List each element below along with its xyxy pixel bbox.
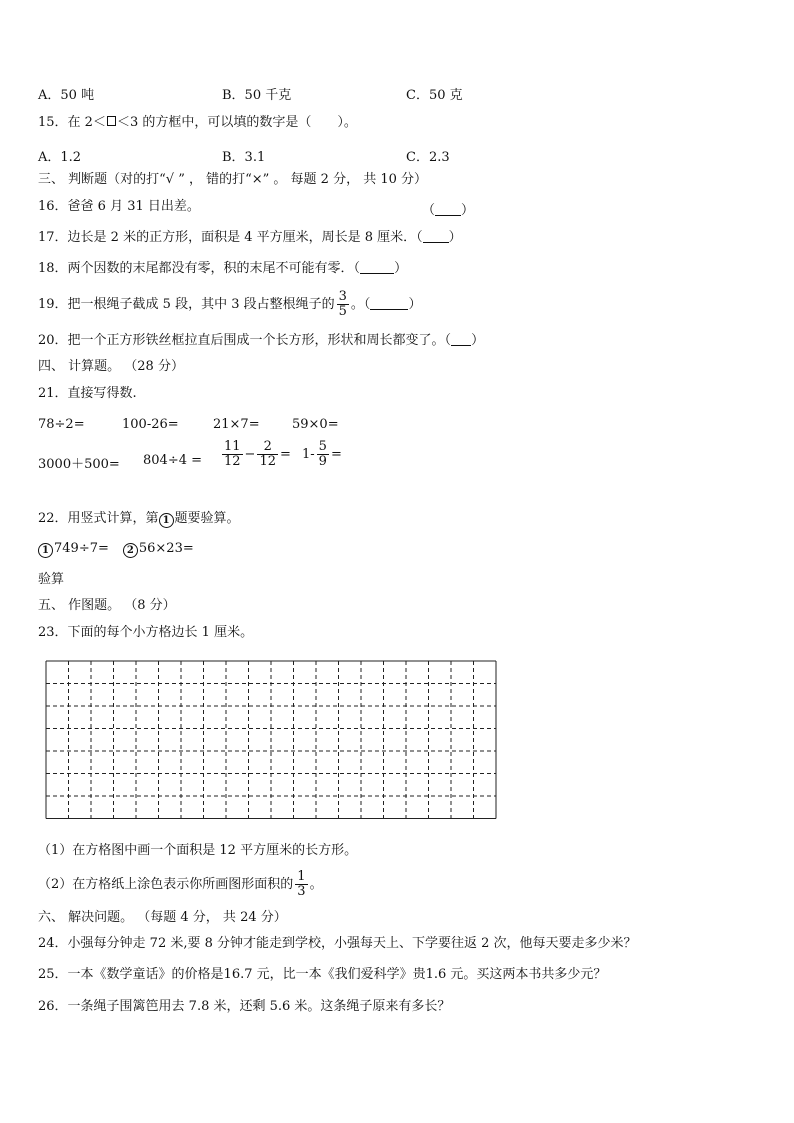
q20-answer-blank[interactable]	[445, 333, 485, 348]
q15-text-pre: 在 2＜	[67, 115, 106, 130]
fraction	[295, 870, 307, 899]
section-3-heading: 三、 判断题（对的打“√ ” ， 错的打“×” 。 每题 2 分， 共 10 分）	[38, 172, 428, 187]
q17-answer-blank[interactable]	[416, 230, 462, 245]
section-4-heading: 四、 计算题。 （28 分）	[38, 359, 184, 374]
q21-item-3: 21×7=	[213, 417, 260, 432]
square-box-icon	[107, 116, 116, 126]
q23-sub1: （1）在方格图中画一个面积是 12 平方厘米的长方形。	[38, 843, 358, 858]
equals-sign: =	[280, 447, 291, 462]
q18-question	[38, 261, 407, 277]
q15-option-a: A．1.2	[38, 150, 82, 165]
q23-sub2-text: （2）在方格纸上涂色表示你所画图形面积的	[38, 877, 294, 892]
q23-sub2	[38, 868, 323, 902]
fraction-numerator: 1	[297, 869, 306, 884]
section-5-heading: 五、 作图题。 （8 分）	[38, 598, 176, 613]
fraction-denominator: 9	[318, 454, 327, 469]
q20-question	[38, 333, 484, 349]
q25-question: 25．一本《数学童话》的价格是16.7 元，比一本《我们爱科学》贵1.6 元。买这两本书共多少元？	[38, 967, 607, 982]
q21-item-6: 804÷4 =	[143, 453, 203, 468]
q21-item-1: 78÷2=	[38, 417, 85, 432]
q15-option-c: C．2.3	[406, 150, 450, 165]
fraction-denominator: 12	[259, 454, 276, 469]
q18-text: 18．两个因数的末尾都没有零，积的末尾不可能有零．	[38, 261, 354, 276]
q17-text: 17．边长是 2 米的正方形，面积是 4 平方厘米，周长是 8 厘米．	[38, 230, 417, 245]
q22-title	[38, 511, 240, 528]
paren-left: （	[416, 230, 423, 245]
q16-text: 16．爸爸 6 月 31 日出差。	[38, 199, 200, 214]
paren-right: ）	[448, 230, 462, 245]
q23-title: 23．下面的每个小方格边长 1 厘米。	[38, 625, 254, 640]
fraction	[317, 440, 329, 469]
q22-text-pre: 22．用竖式计算，第	[38, 511, 159, 526]
square-grid[interactable]	[45, 660, 497, 820]
q19-text: 19．把一根绳子截成 5 段，其中 3 段占整根绳子的	[38, 297, 335, 312]
circled-number-1: 1	[159, 513, 174, 528]
q19-fraction	[337, 290, 349, 319]
q22-item-2: 56×23=	[138, 541, 194, 556]
paren-left: （	[444, 333, 452, 348]
section-6-heading: 六、 解决问题。 （每题 4 分， 共 24 分）	[38, 910, 287, 925]
q15-question	[38, 115, 357, 131]
q22-item-1: 749÷7=	[54, 541, 109, 556]
minus-sign: −	[244, 447, 256, 462]
q26-question: 26．一条绳子围篱笆用去 7.8 米，还剩 5.6 米。这条绳子原来有多长？	[38, 999, 451, 1014]
blank-line	[423, 230, 449, 243]
fraction	[222, 440, 243, 469]
q18-answer-blank[interactable]	[354, 261, 408, 276]
q19-text-post: 。	[350, 297, 364, 312]
q19-answer-blank[interactable]	[364, 297, 422, 312]
q14-option-a: A．50 吨	[38, 88, 95, 103]
q19-question	[38, 288, 421, 322]
q16-answer-blank[interactable]	[422, 199, 474, 218]
q22-items	[38, 541, 194, 558]
fraction-numerator: 11	[224, 439, 241, 454]
q14-option-b: B．50 千克	[222, 88, 292, 103]
fraction-denominator: 3	[297, 884, 306, 899]
paren-right: ）	[471, 333, 485, 348]
q22-check-label: 验算	[38, 572, 65, 587]
blank-line	[451, 333, 471, 346]
q17-question	[38, 230, 462, 246]
q23-sub2-text-post: 。	[309, 877, 323, 892]
paren-right: ）	[394, 261, 408, 276]
q15-text-post: ＜3 的方框中，可以填的数字是（ ）。	[116, 115, 357, 130]
fraction-numerator: 5	[318, 439, 327, 454]
q14-option-c: C．50 克	[406, 88, 463, 103]
blank-line	[370, 297, 408, 310]
fraction	[257, 440, 278, 469]
fraction-numerator: 2	[263, 439, 272, 454]
fraction-denominator: 12	[224, 454, 241, 469]
q15-option-b: B．3.1	[222, 150, 266, 165]
q21-item-4: 59×0=	[292, 417, 339, 432]
paren-right: ）	[461, 203, 475, 218]
equals-sign: =	[330, 447, 342, 462]
q15-number: 15．	[38, 115, 68, 130]
paren-left: （	[363, 297, 371, 312]
paren-left: （	[422, 203, 436, 218]
circled-number-2: 2	[123, 543, 138, 558]
one-minus: 1-	[302, 447, 315, 462]
blank-line	[360, 261, 394, 274]
blank-line	[435, 203, 461, 216]
paren-left: （	[353, 261, 361, 276]
fraction-numerator: 3	[338, 289, 347, 304]
q21-item-2: 100-26=	[122, 417, 179, 432]
q21-title: 21．直接写得数.	[38, 386, 137, 401]
q21-item-5: 3000＋500=	[38, 457, 120, 472]
fraction-denominator: 5	[338, 304, 347, 319]
paren-right: ）	[408, 297, 422, 312]
q22-text-post: 题要验算。	[174, 511, 240, 526]
q21-item-7	[220, 440, 291, 469]
q21-item-8	[302, 440, 342, 469]
circled-number-1: 1	[38, 543, 53, 558]
q20-text: 20．把一个正方形铁丝框拉直后围成一个长方形，形状和周长都变了。	[38, 333, 445, 348]
q24-question: 24．小强每分钟走 72 米,要 8 分钟才能走到学校，小强每天上、下学要往返 2 次，他每天要走多少米？	[38, 936, 637, 951]
